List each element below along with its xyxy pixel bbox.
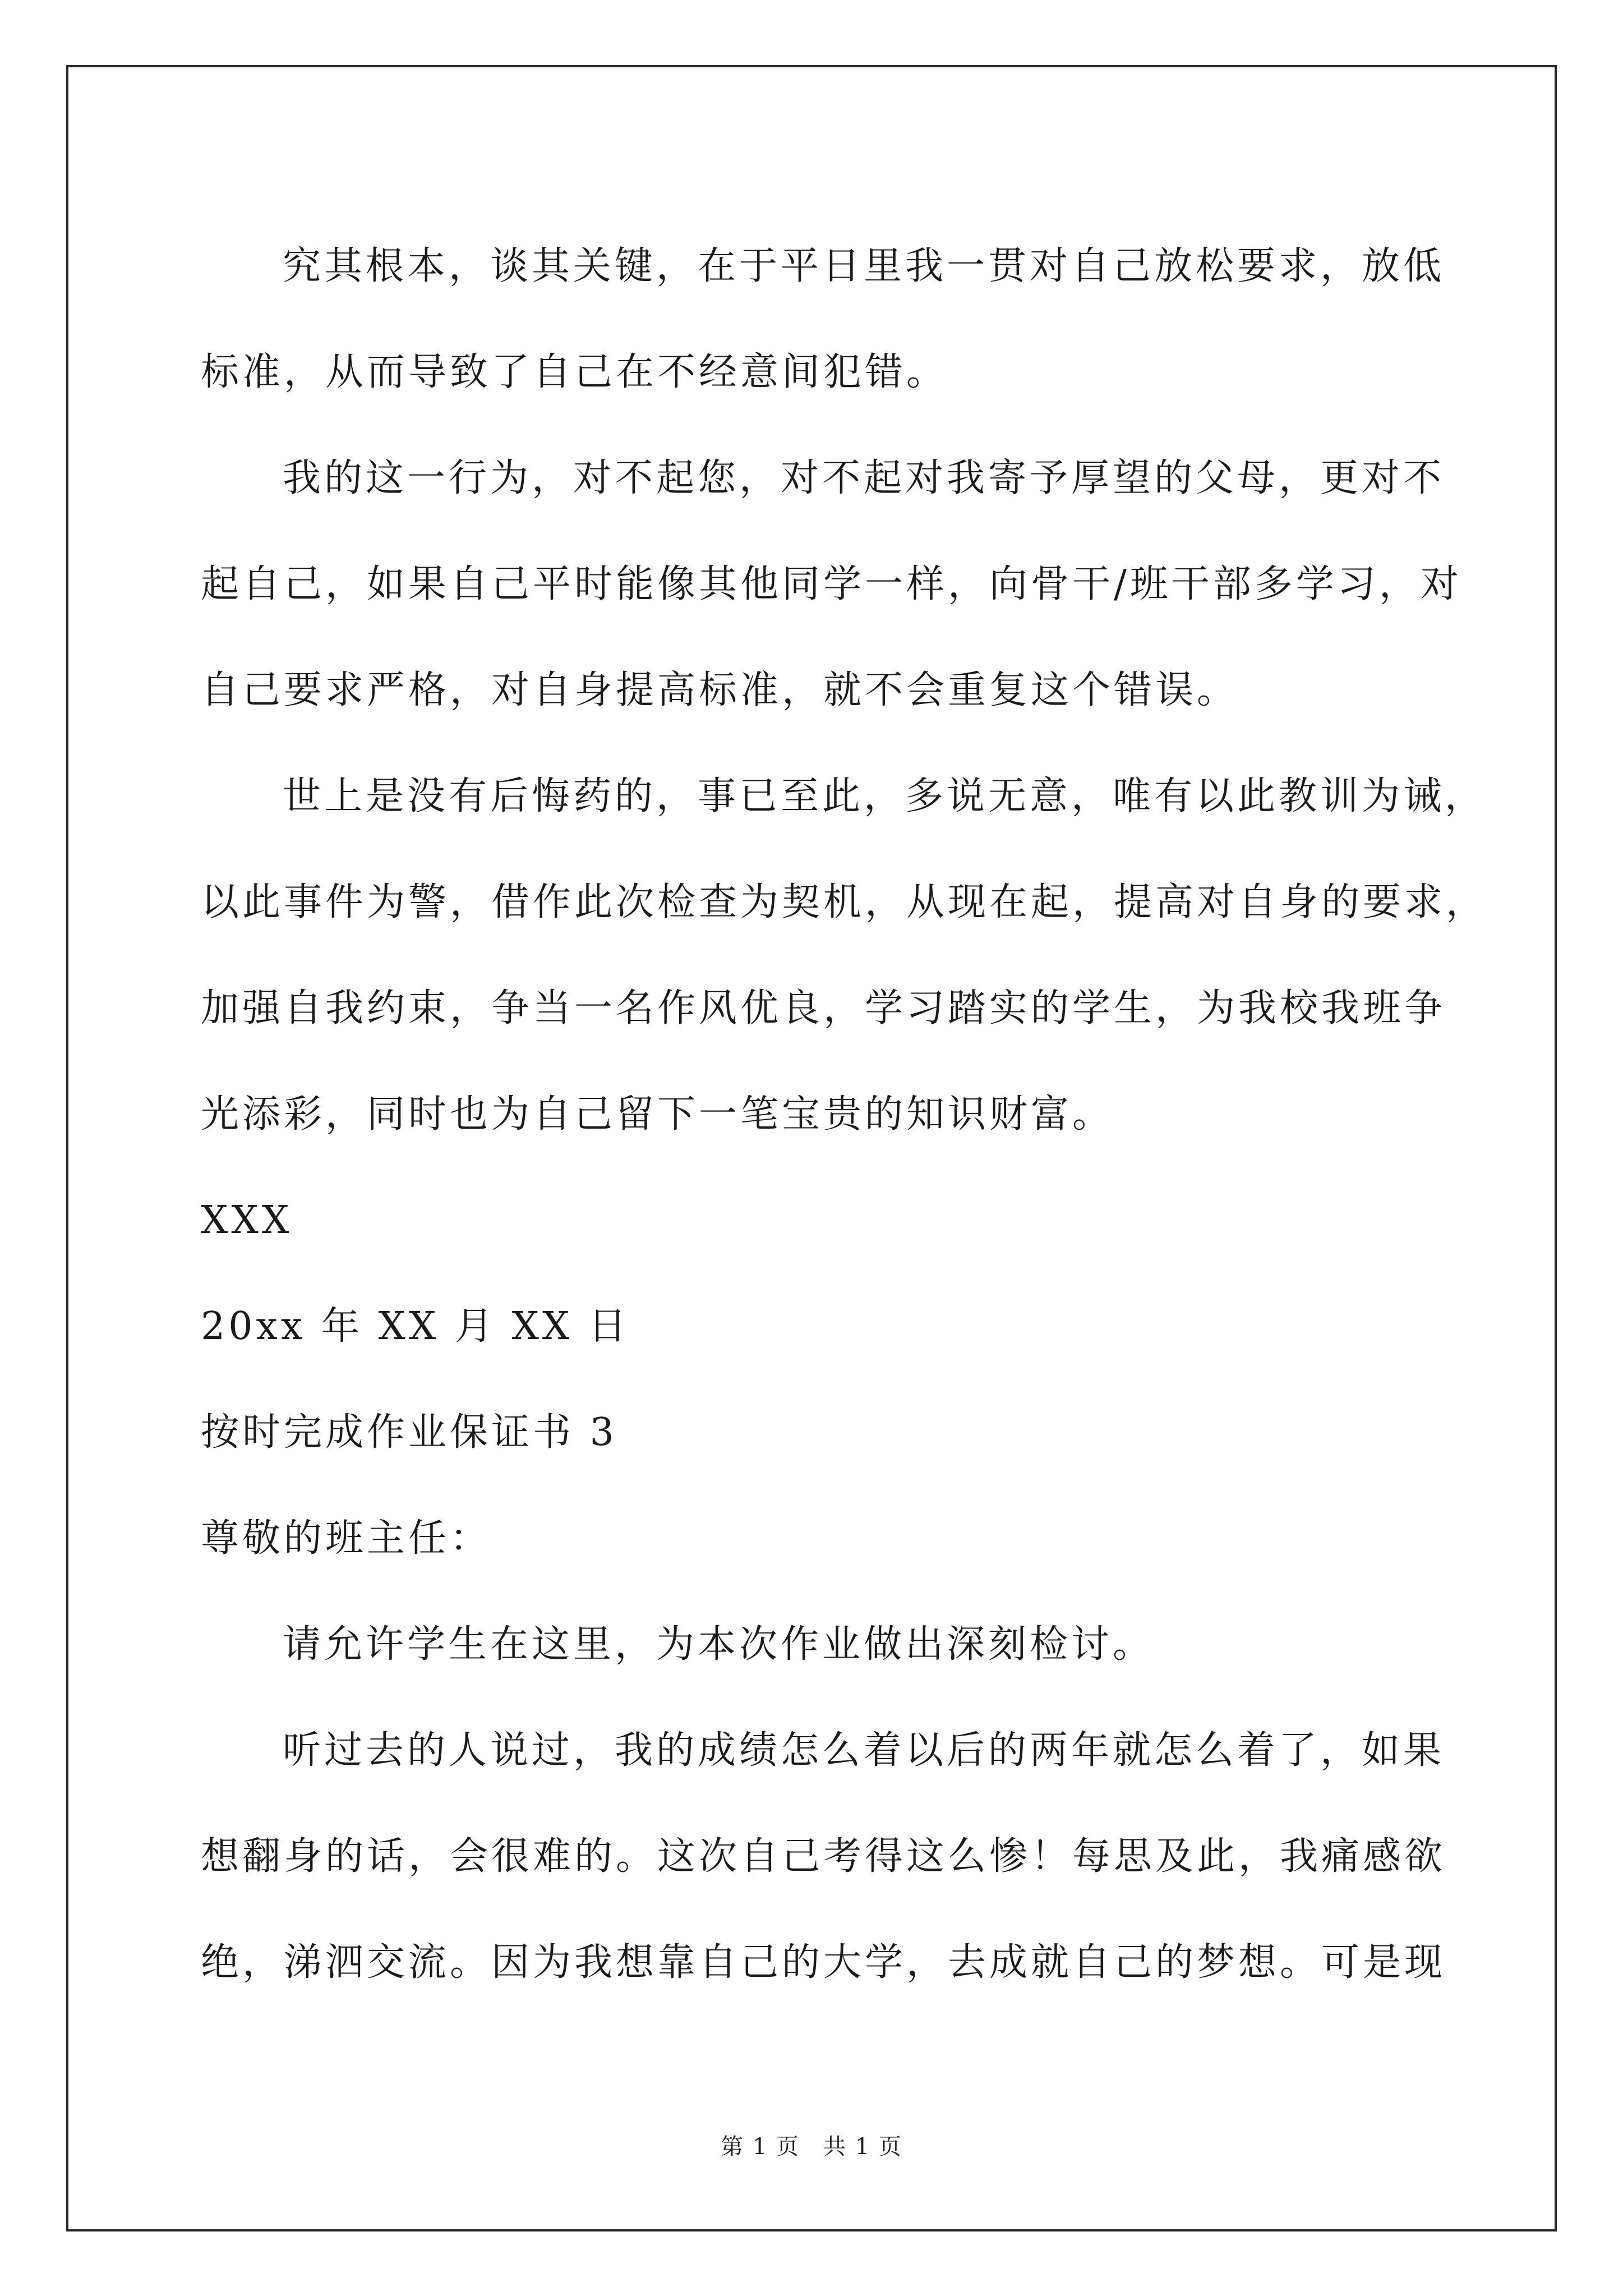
text-line: 听过去的人说过，我的成绩怎么着以后的两年就怎么着了，如果 [283, 1728, 1445, 1773]
paragraph-1 [201, 213, 1445, 425]
text-line: 光添彩，同时也为自己留下一笔宝贵的知识财富。 [201, 1092, 1114, 1137]
text-line: 以此事件为警，借作此次检查为契机，从现在起，提高对自身的要求， [201, 880, 1488, 924]
text-line: 标准，从而导致了自己在不经意间犯错。 [201, 350, 948, 394]
page-footer: 第 1 页 共 1 页 [721, 2134, 902, 2160]
paragraph-4 [201, 1591, 1435, 1697]
text-line: 想翻身的话，会很难的。这次自己考得这么惨！每思及此，我痛感欲 [201, 1834, 1446, 1879]
paragraph-2 [201, 425, 1462, 743]
text-line: 加强自我约束，争当一名作风优良，学习踏实的学生，为我校我班争 [201, 986, 1446, 1030]
date: 20xx 年 XX 月 XX 日 [201, 1304, 630, 1349]
document-body [201, 213, 1488, 2016]
text-line: 自己要求严格，对自身提高标准，就不会重复这个错误。 [201, 668, 1239, 712]
text-line: 世上是没有后悔药的，事已至此，多说无意，唯有以此教训为诫， [283, 774, 1487, 818]
text-line: 我的这一行为，对不起您，对不起对我寄予厚望的父母，更对不 [283, 456, 1445, 500]
paragraph-3 [201, 743, 1488, 1167]
text-line: 绝，涕泗交流。因为我想靠自己的大学，去成就自己的梦想。可是现 [201, 1940, 1446, 1985]
salutation: 尊敬的班主任： [201, 1516, 492, 1561]
text-line: 究其根本，谈其关键，在于平日里我一贯对自己放松要求，放低 [283, 244, 1445, 288]
paragraph-5 [201, 1697, 1446, 2016]
text-line: 请允许学生在这里，为本次作业做出深刻检讨。 [283, 1622, 1155, 1667]
section-title: 按时完成作业保证书 3 [201, 1410, 617, 1455]
text-line: 起自己，如果自己平时能像其他同学一样，向骨干/班干部多学习，对 [201, 562, 1462, 606]
signature: XXX [201, 1198, 293, 1243]
